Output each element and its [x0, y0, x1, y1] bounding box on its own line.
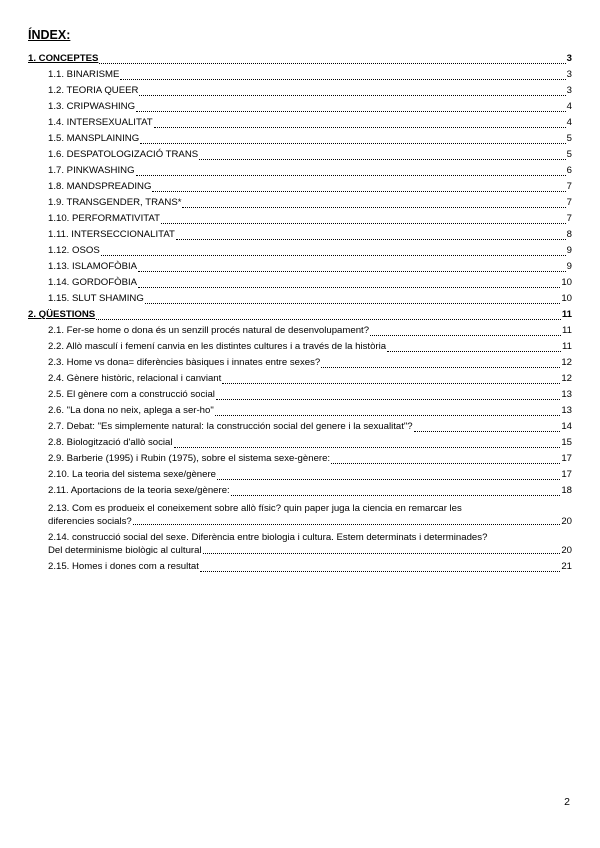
toc-entry-label: 1.8. MANDSPREADING — [48, 181, 152, 192]
toc-entry[interactable] — [28, 323, 572, 339]
toc-entry-page: 18 — [561, 485, 572, 496]
toc-entry-page: 4 — [566, 117, 572, 128]
toc-entry-page: 11 — [562, 325, 572, 336]
toc-entry-label: 1.13. ISLAMOFÒBIA — [48, 261, 138, 272]
dot-leader — [138, 270, 566, 272]
dot-leader — [182, 206, 565, 208]
toc-entry[interactable] — [28, 163, 572, 179]
toc-entry-label: 1.3. CRIPWASHING — [48, 101, 136, 112]
dot-leader — [138, 286, 560, 288]
dot-leader — [101, 254, 566, 256]
toc-entry-page: 9 — [566, 245, 572, 256]
toc-entry[interactable] — [28, 435, 572, 451]
toc-entry-page: 17 — [561, 453, 572, 464]
toc-entry-label-line2: diferencies socials? — [48, 516, 132, 527]
toc-entry-label: 2.2. Allò masculí i femení canvia en les distintes cultures i a través de la història — [48, 341, 387, 352]
toc-entry[interactable] — [28, 291, 572, 307]
toc-entry-label: 2.3. Home vs dona= diferències bàsiques i innates entre sexes? — [48, 357, 321, 368]
toc-entry-label: 1.1. BINARISME — [48, 69, 120, 80]
toc-entry-page: 7 — [566, 181, 572, 192]
toc-entry[interactable] — [28, 371, 572, 387]
page-title: ÍNDEX: — [28, 28, 71, 42]
toc-entry-label: 1.12. OSOS — [48, 245, 100, 256]
dot-leader — [215, 414, 561, 416]
table-of-contents — [28, 51, 572, 575]
toc-entry[interactable] — [28, 83, 572, 99]
toc-entry-label-line1: 2.14. construcció social del sexe. Diferència entre biologia i cultura. Estem determinats i determinades? — [48, 532, 488, 543]
toc-entry[interactable] — [28, 147, 572, 163]
toc-entry-page: 5 — [566, 133, 572, 144]
toc-entry-label: 2.11. Aportacions de la teoria sexe/gènere: — [48, 485, 230, 496]
toc-entry-page: 13 — [561, 389, 572, 400]
toc-entry-label: 2.6. "La dona no neix, aplega a ser-ho" — [48, 405, 214, 416]
toc-entry-page: 6 — [566, 165, 572, 176]
toc-entry-page: 14 — [561, 421, 572, 432]
toc-entry-label: 1.2. TEORIA QUEER — [48, 85, 139, 96]
toc-section-heading[interactable] — [28, 51, 572, 67]
dot-leader — [231, 494, 561, 496]
toc-entry-2-13[interactable] — [28, 499, 572, 528]
toc-entry[interactable] — [28, 67, 572, 83]
toc-entry-label: 2.15. Homes i dones com a resultat — [48, 561, 199, 572]
dot-leader — [145, 302, 561, 304]
toc-entry-page: 12 — [561, 373, 572, 384]
toc-entry[interactable] — [28, 179, 572, 195]
toc-entry-label: 1. CONCEPTES — [28, 53, 99, 64]
toc-entry-label-line2: Del determinisme biològic al cultural — [48, 545, 202, 556]
toc-entry-label: 1.5. MANSPLAINING — [48, 133, 140, 144]
toc-entry-page: 5 — [566, 149, 572, 160]
toc-entry-page: 20 — [561, 516, 572, 527]
toc-entry-label: 1.6. DESPATOLOGIZACIÓ TRANS — [48, 149, 199, 160]
toc-entry-label: 1.14. GORDOFÒBIA — [48, 277, 138, 288]
toc-entry-label: 2. QÜESTIONS — [28, 309, 96, 320]
dot-leader — [140, 142, 565, 144]
dot-leader — [203, 552, 561, 554]
toc-entry[interactable] — [28, 99, 572, 115]
dot-leader — [414, 430, 561, 432]
dot-leader — [217, 478, 560, 480]
toc-entry[interactable] — [28, 467, 572, 483]
dot-leader — [199, 158, 565, 160]
toc-entry[interactable] — [28, 451, 572, 467]
page-number: 2 — [564, 796, 570, 808]
toc-entry[interactable] — [28, 259, 572, 275]
toc-entry[interactable] — [28, 275, 572, 291]
toc-entry-page: 17 — [561, 469, 572, 480]
toc-entry[interactable] — [28, 227, 572, 243]
dot-leader — [139, 94, 565, 96]
toc-entry-page: 15 — [561, 437, 572, 448]
toc-entry-page: 12 — [561, 357, 572, 368]
toc-section-heading[interactable] — [28, 307, 572, 323]
dot-leader — [387, 350, 561, 352]
toc-entry-2-15[interactable] — [28, 559, 572, 575]
dot-leader — [176, 238, 566, 240]
toc-entry[interactable] — [28, 211, 572, 227]
toc-entry-label: 1.4. INTERSEXUALITAT — [48, 117, 153, 128]
toc-entry-page: 3 — [566, 69, 572, 80]
dot-leader — [120, 78, 565, 80]
toc-entry-label: 2.1. Fer-se home o dona és un senzill procés natural de desenvolupament? — [48, 325, 370, 336]
toc-entry-page: 7 — [566, 213, 572, 224]
dot-leader — [321, 366, 560, 368]
dot-leader — [222, 382, 560, 384]
toc-entry[interactable] — [28, 403, 572, 419]
toc-entry-page: 8 — [566, 229, 572, 240]
toc-entry-label: 2.5. El gènere com a construcció social — [48, 389, 215, 400]
toc-entry[interactable] — [28, 483, 572, 499]
toc-entry[interactable] — [28, 195, 572, 211]
dot-leader — [136, 110, 566, 112]
toc-entry[interactable] — [28, 419, 572, 435]
toc-entry[interactable] — [28, 243, 572, 259]
toc-entry-label: 1.7. PINKWASHING — [48, 165, 135, 176]
dot-leader — [152, 190, 565, 192]
toc-entry-label: 2.9. Barberie (1995) i Rubin (1975), sobre el sistema sexe-gènere: — [48, 453, 331, 464]
toc-entry-label-line1: 2.13. Com es produeix el coneixement sobre allò físic? quin paper juga la ciencia en remarcar les — [48, 503, 462, 514]
dot-leader — [331, 462, 560, 464]
toc-entry-page: 10 — [561, 293, 572, 304]
toc-entry-label: 1.15. SLUT SHAMING — [48, 293, 144, 304]
toc-entry-page: 13 — [561, 405, 572, 416]
toc-entry-page: 10 — [561, 277, 572, 288]
dot-leader — [174, 446, 561, 448]
toc-entry-page: 3 — [566, 85, 572, 96]
toc-entry[interactable] — [28, 355, 572, 371]
toc-entry-label: 1.10. PERFORMATIVITAT — [48, 213, 160, 224]
toc-entry-page: 3 — [566, 53, 572, 64]
toc-entry-page: 11 — [561, 309, 572, 320]
dot-leader — [370, 334, 561, 336]
toc-entry-label: 2.8. Biologització d'allò social — [48, 437, 173, 448]
toc-entry-page: 4 — [566, 101, 572, 112]
dot-leader — [99, 62, 565, 64]
dot-leader — [136, 174, 566, 176]
dot-leader — [161, 222, 566, 224]
toc-entry-label: 2.4. Gènere històric, relacional i canviant — [48, 373, 222, 384]
dot-leader — [216, 398, 560, 400]
toc-entry-page: 20 — [561, 545, 572, 556]
toc-entry[interactable] — [28, 339, 572, 355]
toc-entry[interactable] — [28, 131, 572, 147]
dot-leader — [96, 318, 561, 320]
dot-leader — [200, 570, 560, 572]
toc-entry-page: 21 — [561, 561, 572, 572]
toc-entry-label: 2.10. La teoria del sistema sexe/gènere — [48, 469, 216, 480]
toc-entry-page: 9 — [566, 261, 572, 272]
toc-entry-label: 2.7. Debat: "Es simplemente natural: la construcción social del genere i la sexualitat"? — [48, 421, 413, 432]
toc-entry[interactable] — [28, 387, 572, 403]
toc-entry-2-14[interactable] — [28, 528, 572, 557]
toc-entry-label: 1.11. INTERSECCIONALITAT — [48, 229, 175, 240]
toc-entry-page: 7 — [566, 197, 572, 208]
toc-entry-label: 1.9. TRANSGENDER, TRANS* — [48, 197, 182, 208]
toc-entry-page: 11 — [562, 341, 572, 352]
dot-leader — [154, 126, 566, 128]
toc-entry[interactable] — [28, 115, 572, 131]
dot-leader — [133, 523, 561, 525]
